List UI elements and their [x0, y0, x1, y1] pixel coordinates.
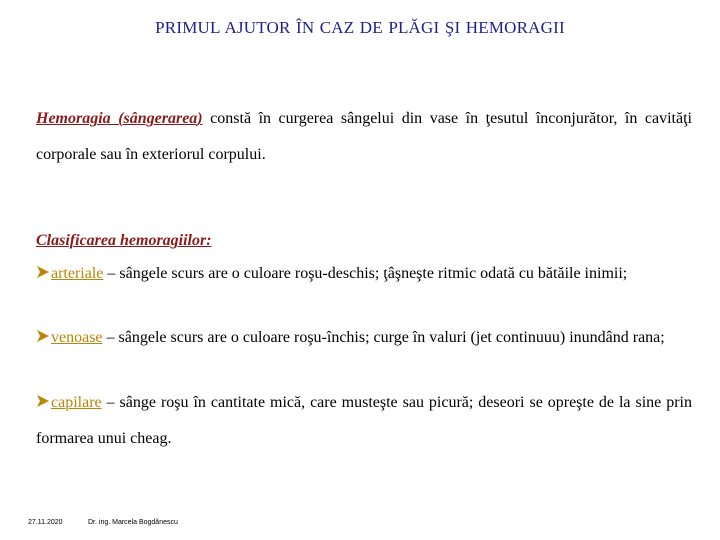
bullet-text: – sângele scurs are o culoare roşu-închis; curge în valuri (jet continuuu) inundând rana;: [102, 329, 665, 346]
intro-paragraph: [36, 101, 692, 173]
arrow-bullet-icon: [36, 329, 50, 343]
classification-heading-row: [36, 223, 692, 259]
arrow-bullet-icon: [36, 394, 50, 408]
bullet-term: arteriale: [51, 265, 104, 282]
page-title: PRIMUL AJUTOR ÎN CAZ DE PLĂGI ŞI HEMORAGII: [155, 18, 565, 37]
footer-author: Dr. ing. Marcela Bogdănescu: [88, 519, 178, 526]
bullet-term: venoase: [51, 329, 103, 346]
footer-date: 27.11.2020: [28, 519, 63, 526]
bullet-text: – sângele scurs are o culoare roşu-deschis; ţâşneşte ritmic odată cu bătăile inimii;: [103, 265, 628, 282]
intro-text: constă în curgerea sângelui din vase în ţesutul înconjurător, în cavităţi corporale sau în exteriorul corpului.: [36, 110, 692, 163]
list-item: [36, 320, 692, 356]
classification-heading: Clasificarea hemoragiilor:: [36, 232, 212, 249]
bullet-term: capilare: [51, 394, 102, 411]
list-item: [36, 385, 692, 457]
list-item: [36, 256, 692, 292]
bullet-text: – sânge roşu în cantitate mică, care musteşte sau picură; deseori se opreşte de la sine prin formarea unui cheag.: [36, 394, 692, 447]
intro-term: Hemoragia (sângerarea): [36, 110, 203, 127]
arrow-bullet-icon: [36, 265, 50, 279]
